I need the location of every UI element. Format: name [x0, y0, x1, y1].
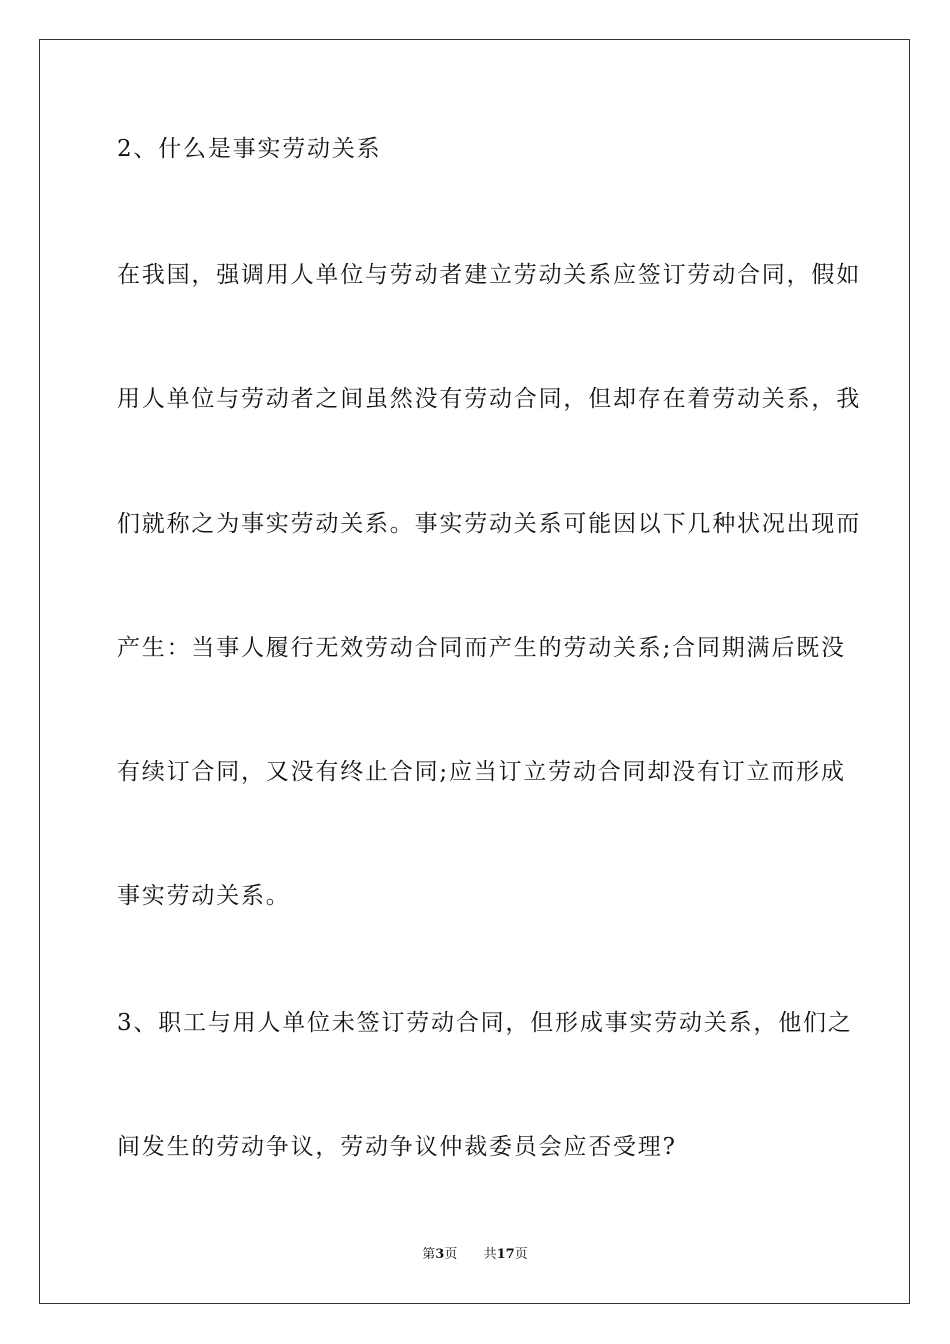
footer-total-number: 17 — [496, 1247, 515, 1262]
paragraph-line: 间发生的劳动争议，劳动争议仲裁委员会应否受理? — [117, 1134, 677, 1160]
page-footer — [0, 1246, 950, 1264]
footer-page-number: 3 — [435, 1247, 445, 1262]
paragraph-line: 在我国，强调用人单位与劳动者建立劳动关系应签订劳动合同，假如 — [117, 262, 861, 288]
paragraph-line: 们就称之为事实劳动关系。事实劳动关系可能因以下几种状况出现而 — [117, 511, 861, 537]
paragraph-line: 有续订合同，又没有终止合同;应当订立劳动合同却没有订立而形成 — [117, 759, 846, 785]
footer-total-prefix: 共 — [483, 1247, 497, 1262]
footer-total-suffix: 页 — [514, 1247, 528, 1262]
footer-page-suffix: 页 — [444, 1247, 458, 1262]
paragraph-line: 用人单位与劳动者之间虽然没有劳动合同，但却存在着劳动关系，我 — [117, 386, 861, 412]
heading-section-3: 3、职工与用人单位未签订劳动合同，但形成事实劳动关系，他们之 — [117, 1010, 853, 1036]
footer-page-prefix: 第 — [422, 1247, 436, 1262]
paragraph-line: 产生：当事人履行无效劳动合同而产生的劳动关系;合同期满后既没 — [117, 635, 846, 661]
paragraph-line: 事实劳动关系。 — [117, 883, 291, 909]
heading-section-2: 2、什么是事实劳动关系 — [117, 136, 382, 162]
page-border — [39, 39, 910, 1304]
